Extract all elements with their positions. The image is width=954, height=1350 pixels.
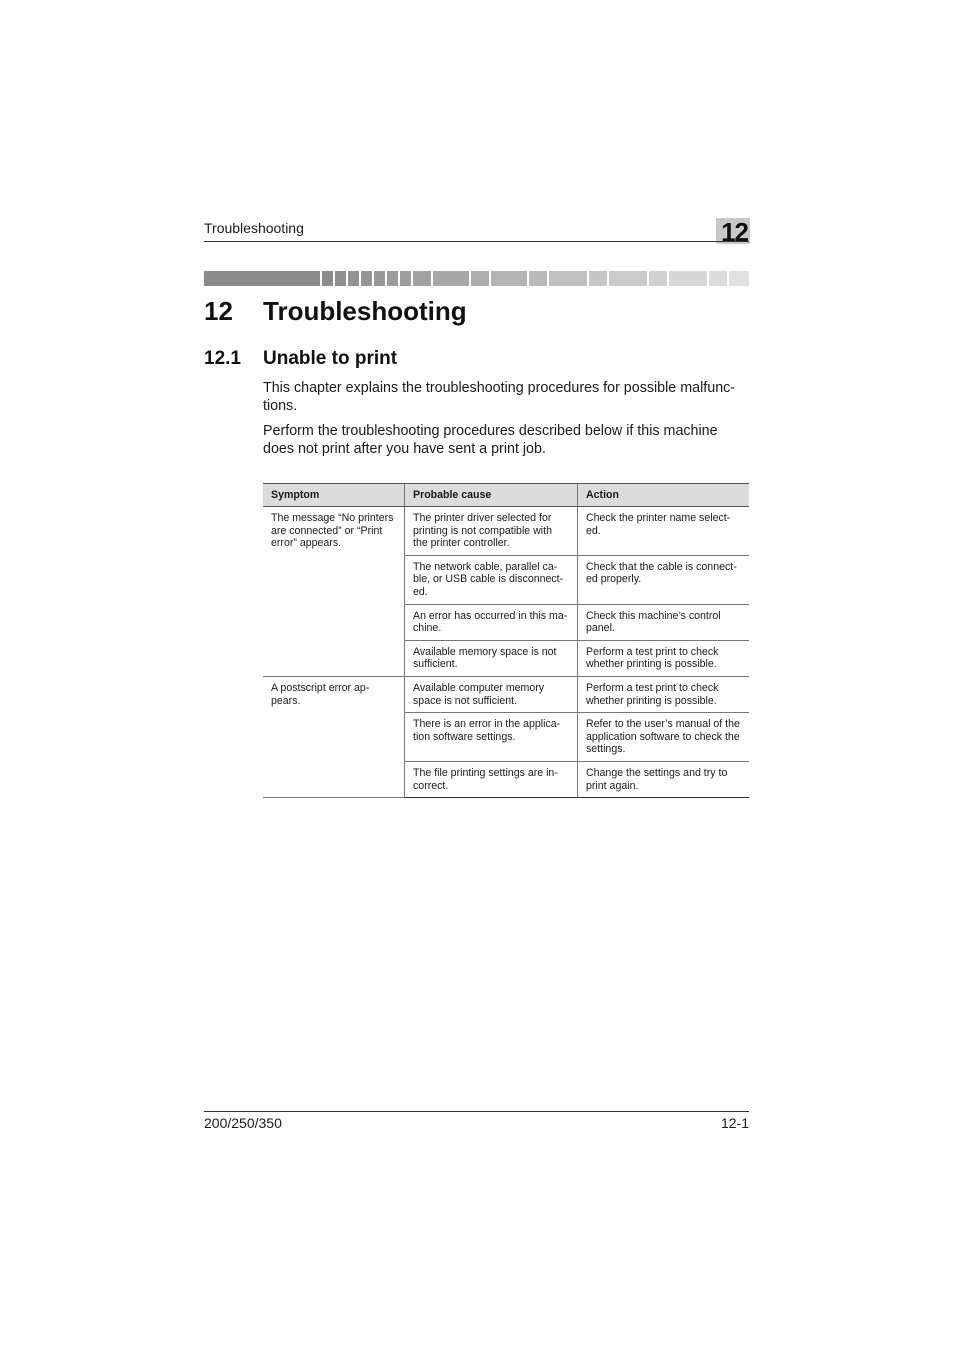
- troubleshooting-table: [263, 483, 749, 798]
- header-probable-cause: Probable cause: [405, 484, 578, 507]
- action-cell: Check this machine’s control panel.: [578, 604, 750, 640]
- header-symptom: Symptom: [263, 484, 405, 507]
- action-cell: Perform a test print to check whether printing is possible.: [578, 640, 750, 676]
- running-header-title: Troubleshooting: [204, 220, 304, 236]
- cause-cell: An error has occurred in this ma-chine.: [405, 604, 578, 640]
- section-heading: [204, 348, 397, 370]
- chapter-number: 12: [721, 217, 748, 247]
- decorative-bar: [204, 271, 749, 286]
- action-cell: Change the settings and try to print again.: [578, 761, 750, 797]
- chapter-heading-number: 12: [204, 296, 233, 326]
- section-heading-title: Unable to print: [263, 348, 398, 369]
- chapter-heading: [204, 296, 467, 327]
- cause-cell: The printer driver selected for printing is not compatible with the printer controller.: [405, 507, 578, 556]
- header-action: Action: [578, 484, 750, 507]
- symptom-cell: The message “No printers are connected” or “Print error” appears.: [263, 507, 405, 677]
- footer-page-number: 12-1: [720, 1115, 749, 1131]
- intro-paragraph: This chapter explains the troubleshooting procedures for possible malfunc-tions.: [263, 380, 736, 414]
- cause-cell: The file printing settings are in-correct.: [405, 761, 578, 797]
- cause-cell: Available computer memory space is not sufficient.: [405, 676, 578, 712]
- action-cell: Check the printer name select-ed.: [578, 507, 750, 556]
- cause-cell: The network cable, parallel ca-ble, or USB cable is disconnect-ed.: [405, 555, 578, 604]
- instruction-paragraph: Perform the troubleshooting procedures described below if this machine does not print after you have sent a print job.: [263, 423, 718, 457]
- section-heading-number: 12.1: [204, 348, 241, 369]
- header-rule: [204, 241, 749, 242]
- cause-cell: There is an error in the applica-tion software settings.: [405, 713, 578, 762]
- table-row: [263, 676, 749, 712]
- footer-model: 200/250/350: [204, 1115, 282, 1131]
- action-cell: Perform a test print to check whether printing is possible.: [578, 676, 750, 712]
- table-row: [263, 507, 749, 556]
- chapter-heading-title: Troubleshooting: [263, 296, 467, 326]
- action-cell: Check that the cable is connect-ed properly.: [578, 555, 750, 604]
- cause-cell: Available memory space is not sufficient.: [405, 640, 578, 676]
- action-cell: Refer to the user’s manual of the application software to check the settings.: [578, 713, 750, 762]
- table-header-row: [263, 484, 749, 507]
- symptom-cell: A postscript error ap-pears.: [263, 676, 405, 797]
- footer-rule: [204, 1111, 749, 1112]
